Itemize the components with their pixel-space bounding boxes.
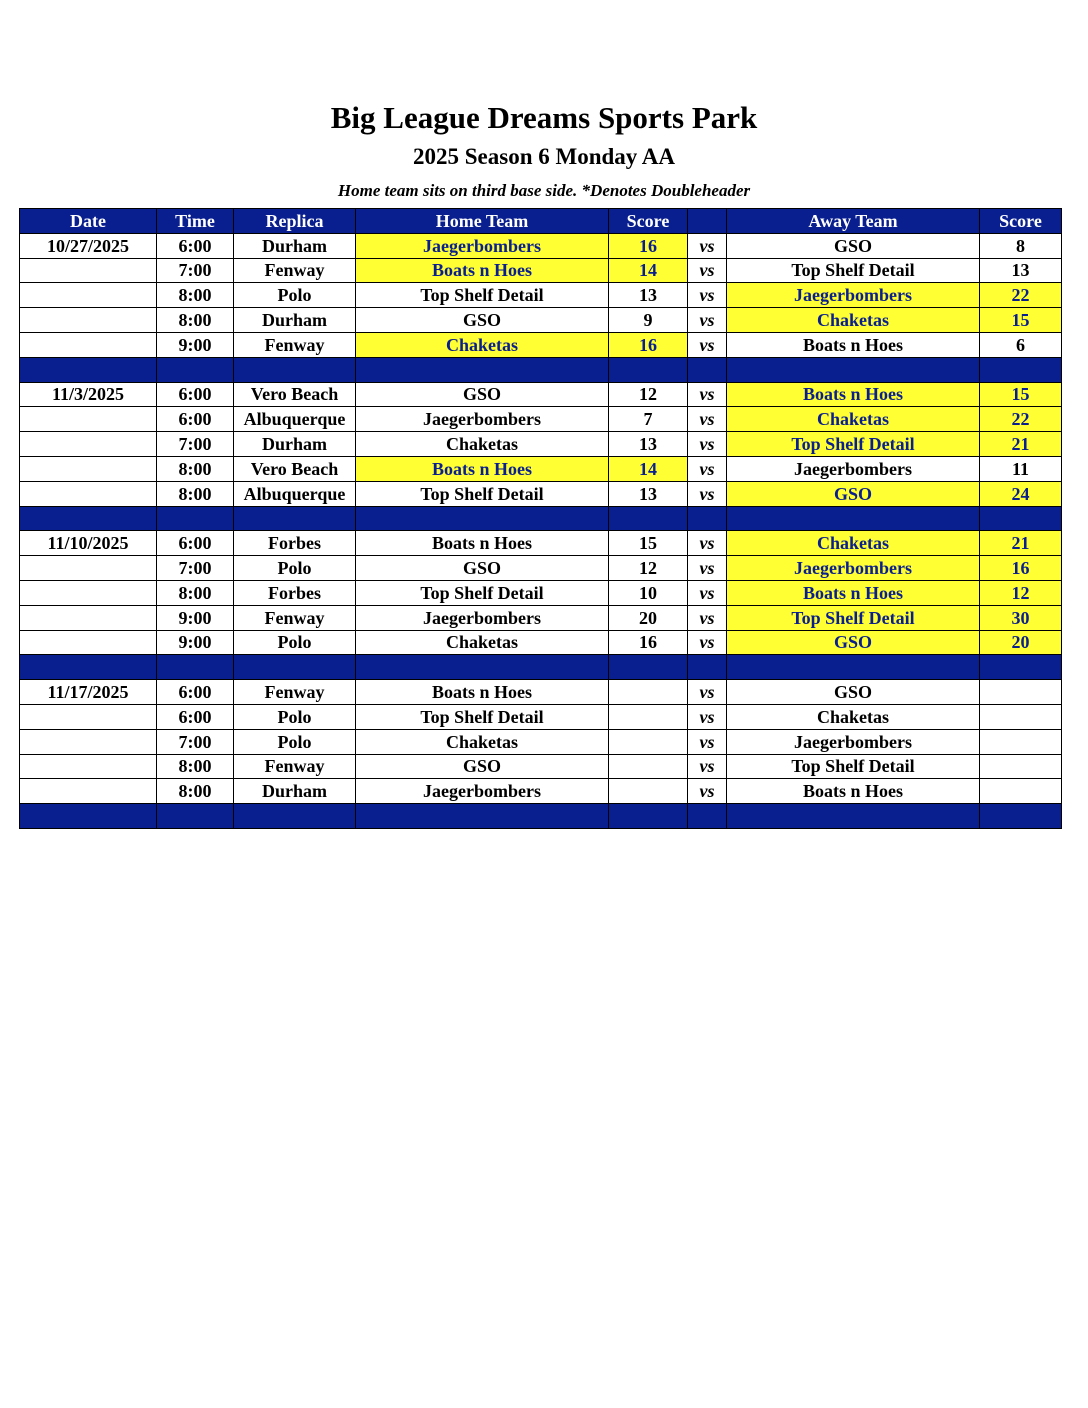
game-replica: Fenway — [234, 680, 356, 705]
col-header-away-score: Score — [980, 209, 1062, 234]
away-team: Jaegerbombers — [727, 283, 980, 308]
separator-cell — [20, 357, 157, 382]
game-time: 9:00 — [157, 605, 234, 630]
away-team: Jaegerbombers — [727, 729, 980, 754]
game-row — [20, 332, 1062, 357]
col-header-home-team: Home Team — [356, 209, 609, 234]
separator-cell — [727, 357, 980, 382]
separator-cell — [234, 655, 356, 680]
separator-cell — [234, 506, 356, 531]
away-score: 22 — [980, 283, 1062, 308]
game-row — [20, 779, 1062, 804]
away-score: 12 — [980, 580, 1062, 605]
vs-label: vs — [688, 481, 727, 506]
col-header-time: Time — [157, 209, 234, 234]
separator-cell — [727, 655, 980, 680]
game-date — [20, 729, 157, 754]
game-row — [20, 556, 1062, 581]
vs-label: vs — [688, 605, 727, 630]
game-date — [20, 754, 157, 779]
home-score: 14 — [609, 456, 688, 481]
away-team: Chaketas — [727, 704, 980, 729]
vs-label: vs — [688, 233, 727, 258]
vs-label: vs — [688, 779, 727, 804]
away-score: 6 — [980, 332, 1062, 357]
game-row — [20, 481, 1062, 506]
game-time: 6:00 — [157, 407, 234, 432]
home-team: GSO — [356, 308, 609, 333]
game-replica: Durham — [234, 779, 356, 804]
away-score: 16 — [980, 556, 1062, 581]
game-date: 11/3/2025 — [20, 382, 157, 407]
away-score: 15 — [980, 308, 1062, 333]
vs-label: vs — [688, 630, 727, 655]
separator-cell — [688, 655, 727, 680]
vs-label: vs — [688, 308, 727, 333]
home-score: 9 — [609, 308, 688, 333]
game-replica: Forbes — [234, 531, 356, 556]
game-replica: Fenway — [234, 332, 356, 357]
game-row — [20, 630, 1062, 655]
vs-label: vs — [688, 580, 727, 605]
game-date — [20, 580, 157, 605]
separator-cell — [356, 506, 609, 531]
game-time: 8:00 — [157, 779, 234, 804]
game-date — [20, 258, 157, 283]
game-time: 8:00 — [157, 481, 234, 506]
separator-cell — [609, 506, 688, 531]
home-score — [609, 704, 688, 729]
game-replica: Vero Beach — [234, 382, 356, 407]
game-row — [20, 283, 1062, 308]
game-replica: Polo — [234, 556, 356, 581]
separator-cell — [609, 357, 688, 382]
game-row — [20, 308, 1062, 333]
home-score: 16 — [609, 332, 688, 357]
separator-cell — [234, 804, 356, 829]
away-team: Chaketas — [727, 407, 980, 432]
away-team: Jaegerbombers — [727, 456, 980, 481]
game-replica: Polo — [234, 630, 356, 655]
vs-label: vs — [688, 432, 727, 457]
game-time: 7:00 — [157, 556, 234, 581]
col-header-date: Date — [20, 209, 157, 234]
away-score — [980, 704, 1062, 729]
game-date — [20, 704, 157, 729]
game-replica: Vero Beach — [234, 456, 356, 481]
game-time: 6:00 — [157, 531, 234, 556]
game-replica: Albuquerque — [234, 481, 356, 506]
game-replica: Durham — [234, 432, 356, 457]
separator-cell — [234, 357, 356, 382]
away-score: 24 — [980, 481, 1062, 506]
home-team: Boats n Hoes — [356, 258, 609, 283]
vs-label: vs — [688, 382, 727, 407]
game-time: 6:00 — [157, 680, 234, 705]
game-time: 8:00 — [157, 754, 234, 779]
game-date: 11/10/2025 — [20, 531, 157, 556]
separator-cell — [980, 506, 1062, 531]
away-score: 21 — [980, 432, 1062, 457]
game-date — [20, 407, 157, 432]
game-time: 6:00 — [157, 704, 234, 729]
separator-cell — [688, 804, 727, 829]
week-separator-row — [20, 357, 1062, 382]
game-date — [20, 481, 157, 506]
separator-cell — [727, 804, 980, 829]
home-team: Chaketas — [356, 630, 609, 655]
game-time: 8:00 — [157, 580, 234, 605]
home-team: Chaketas — [356, 729, 609, 754]
game-time: 7:00 — [157, 729, 234, 754]
away-team: GSO — [727, 680, 980, 705]
away-team: Boats n Hoes — [727, 779, 980, 804]
home-team: Chaketas — [356, 432, 609, 457]
away-team: Boats n Hoes — [727, 382, 980, 407]
vs-label: vs — [688, 531, 727, 556]
separator-cell — [20, 804, 157, 829]
game-date — [20, 332, 157, 357]
home-team: GSO — [356, 556, 609, 581]
game-date — [20, 283, 157, 308]
separator-cell — [157, 655, 234, 680]
home-score: 15 — [609, 531, 688, 556]
home-score — [609, 680, 688, 705]
away-team: Chaketas — [727, 531, 980, 556]
vs-label: vs — [688, 456, 727, 481]
home-score: 12 — [609, 556, 688, 581]
vs-label: vs — [688, 704, 727, 729]
game-replica: Durham — [234, 233, 356, 258]
home-team: Boats n Hoes — [356, 531, 609, 556]
away-score — [980, 779, 1062, 804]
game-row — [20, 407, 1062, 432]
game-time: 6:00 — [157, 382, 234, 407]
separator-cell — [157, 506, 234, 531]
separator-cell — [20, 506, 157, 531]
game-replica: Albuquerque — [234, 407, 356, 432]
separator-cell — [356, 655, 609, 680]
game-date — [20, 308, 157, 333]
separator-cell — [980, 655, 1062, 680]
home-score — [609, 729, 688, 754]
home-team: Jaegerbombers — [356, 233, 609, 258]
schedule-body — [20, 233, 1062, 828]
separator-cell — [980, 357, 1062, 382]
away-score: 15 — [980, 382, 1062, 407]
col-header-away-team: Away Team — [727, 209, 980, 234]
game-replica: Polo — [234, 283, 356, 308]
header-row — [20, 209, 1062, 234]
col-header-vs — [688, 209, 727, 234]
game-row — [20, 580, 1062, 605]
vs-label: vs — [688, 680, 727, 705]
away-team: Chaketas — [727, 308, 980, 333]
separator-cell — [356, 357, 609, 382]
away-team: Top Shelf Detail — [727, 754, 980, 779]
home-team: Boats n Hoes — [356, 456, 609, 481]
game-time: 7:00 — [157, 432, 234, 457]
game-replica: Polo — [234, 704, 356, 729]
vs-label: vs — [688, 729, 727, 754]
home-team: Chaketas — [356, 332, 609, 357]
schedule-note: Home team sits on third base side. *Denotes Doubleheader — [337, 181, 751, 200]
away-score: 21 — [980, 531, 1062, 556]
page-title: Big League Dreams Sports Park — [330, 100, 758, 135]
game-row — [20, 258, 1062, 283]
game-row — [20, 382, 1062, 407]
away-score: 11 — [980, 456, 1062, 481]
away-score: 8 — [980, 233, 1062, 258]
home-score — [609, 754, 688, 779]
home-team: Top Shelf Detail — [356, 481, 609, 506]
game-time: 8:00 — [157, 283, 234, 308]
week-separator-row — [20, 506, 1062, 531]
home-team: Jaegerbombers — [356, 407, 609, 432]
separator-cell — [688, 506, 727, 531]
home-team: GSO — [356, 382, 609, 407]
separator-cell — [609, 655, 688, 680]
away-score — [980, 729, 1062, 754]
home-team: Boats n Hoes — [356, 680, 609, 705]
away-score — [980, 754, 1062, 779]
page-subtitle: 2025 Season 6 Monday AA — [413, 144, 675, 169]
game-row — [20, 432, 1062, 457]
away-team: Boats n Hoes — [727, 332, 980, 357]
game-time: 9:00 — [157, 630, 234, 655]
separator-cell — [157, 357, 234, 382]
vs-label: vs — [688, 754, 727, 779]
game-time: 6:00 — [157, 233, 234, 258]
home-score: 16 — [609, 630, 688, 655]
home-score — [609, 779, 688, 804]
home-score: 13 — [609, 432, 688, 457]
away-score: 13 — [980, 258, 1062, 283]
game-time: 9:00 — [157, 332, 234, 357]
game-row — [20, 456, 1062, 481]
home-team: Top Shelf Detail — [356, 704, 609, 729]
away-team: Jaegerbombers — [727, 556, 980, 581]
game-row — [20, 233, 1062, 258]
vs-label: vs — [688, 258, 727, 283]
away-team: Top Shelf Detail — [727, 605, 980, 630]
game-date — [20, 630, 157, 655]
home-team: Top Shelf Detail — [356, 283, 609, 308]
game-replica: Fenway — [234, 258, 356, 283]
home-score: 12 — [609, 382, 688, 407]
home-score: 16 — [609, 233, 688, 258]
game-time: 8:00 — [157, 308, 234, 333]
away-score — [980, 680, 1062, 705]
game-row — [20, 680, 1062, 705]
separator-cell — [688, 357, 727, 382]
game-time: 8:00 — [157, 456, 234, 481]
game-time: 7:00 — [157, 258, 234, 283]
game-row — [20, 729, 1062, 754]
home-score: 14 — [609, 258, 688, 283]
away-team: Boats n Hoes — [727, 580, 980, 605]
game-date: 11/17/2025 — [20, 680, 157, 705]
separator-cell — [157, 804, 234, 829]
game-row — [20, 704, 1062, 729]
home-score: 10 — [609, 580, 688, 605]
vs-label: vs — [688, 332, 727, 357]
game-date — [20, 432, 157, 457]
vs-label: vs — [688, 556, 727, 581]
separator-cell — [609, 804, 688, 829]
home-score: 20 — [609, 605, 688, 630]
game-date — [20, 605, 157, 630]
col-header-replica: Replica — [234, 209, 356, 234]
away-score: 22 — [980, 407, 1062, 432]
away-team: GSO — [727, 233, 980, 258]
game-replica: Forbes — [234, 580, 356, 605]
game-date — [20, 779, 157, 804]
home-score: 13 — [609, 283, 688, 308]
game-row — [20, 605, 1062, 630]
game-row — [20, 754, 1062, 779]
col-header-home-score: Score — [609, 209, 688, 234]
week-separator-row — [20, 804, 1062, 829]
away-team: GSO — [727, 481, 980, 506]
game-replica: Polo — [234, 729, 356, 754]
home-team: Jaegerbombers — [356, 605, 609, 630]
separator-cell — [356, 804, 609, 829]
game-date — [20, 556, 157, 581]
home-score: 13 — [609, 481, 688, 506]
home-score: 7 — [609, 407, 688, 432]
away-team: Top Shelf Detail — [727, 432, 980, 457]
away-score: 20 — [980, 630, 1062, 655]
separator-cell — [727, 506, 980, 531]
vs-label: vs — [688, 283, 727, 308]
away-team: Top Shelf Detail — [727, 258, 980, 283]
game-replica: Fenway — [234, 754, 356, 779]
home-team: Top Shelf Detail — [356, 580, 609, 605]
away-team: GSO — [727, 630, 980, 655]
home-team: Jaegerbombers — [356, 779, 609, 804]
game-replica: Fenway — [234, 605, 356, 630]
vs-label: vs — [688, 407, 727, 432]
home-team: GSO — [356, 754, 609, 779]
separator-cell — [20, 655, 157, 680]
game-date: 10/27/2025 — [20, 233, 157, 258]
game-replica: Durham — [234, 308, 356, 333]
schedule-table — [19, 208, 1062, 829]
separator-cell — [980, 804, 1062, 829]
week-separator-row — [20, 655, 1062, 680]
game-row — [20, 531, 1062, 556]
away-score: 30 — [980, 605, 1062, 630]
game-date — [20, 456, 157, 481]
